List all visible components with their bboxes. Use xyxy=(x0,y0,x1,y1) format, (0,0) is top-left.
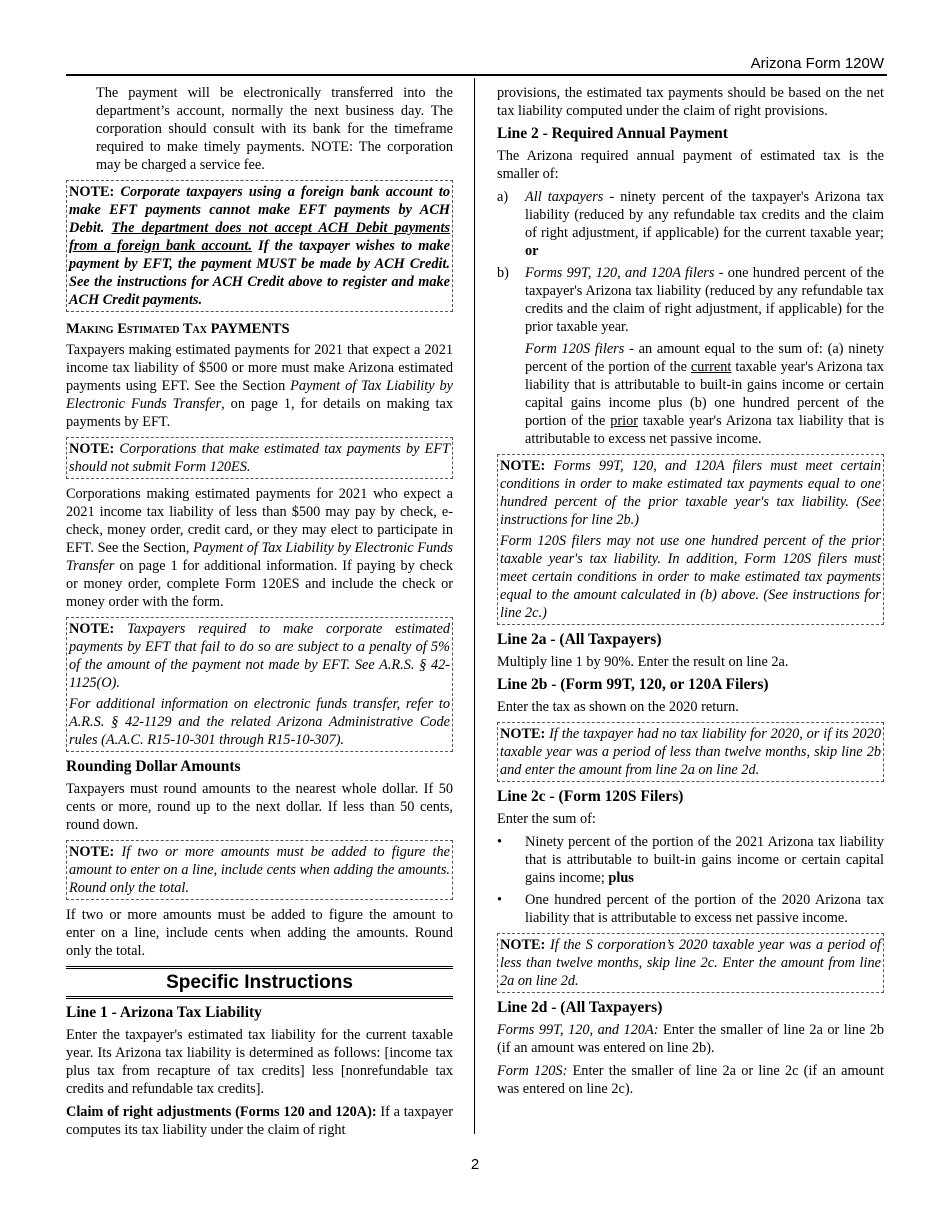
list-marker: a) xyxy=(497,189,509,205)
bullet-icon: • xyxy=(497,892,503,908)
line1-paragraph: Enter the taxpayer's estimated tax liability for the current taxable year. Its Arizona tax liability is determined as follows: [income tax plus tax from recapture of tax credits] less [nonrefundable tax credits and refundable tax credits]. xyxy=(66,1027,453,1097)
making-paragraph-2 xyxy=(66,485,453,611)
right-column xyxy=(497,84,884,1103)
note-line2b xyxy=(497,722,884,782)
line2d-forms-text: Enter the smaller of line 2a or line 2b (if an amount was entered on line 2b). xyxy=(497,1022,884,1056)
eft-transfer-paragraph: The payment will be electronically transferred into the department’s account, normally the next business day. The corporation should consult with its bank for the timeframe required to make timely payments. NOTE: The corporation may be charged a service fee. xyxy=(96,85,453,173)
note-rounding-text: If two or more amounts must be added to figure the amount to enter on a line, include cents when adding the amounts. Round only the total. xyxy=(69,844,450,896)
left-column xyxy=(66,84,453,1144)
page-number: 2 xyxy=(470,1156,480,1173)
note-label: NOTE: xyxy=(69,621,115,637)
note-foreign-part3: If the taxpayer wishes to make payment by EFT, the payment MUST be made by ACH Credit. See the instructions for ACH Credit above to register and make ACH Credit payments. xyxy=(69,238,451,308)
rounding-heading: Rounding Dollar Amounts xyxy=(66,758,241,775)
note-penalty xyxy=(66,617,453,752)
making-p1-text: Taxpayers making estimated payments for 2021 that expect a 2021 income tax liability of $500 or more must make Arizona estimated payments using EFT. See the Section xyxy=(66,342,453,394)
note-rounding xyxy=(66,840,453,900)
item-b-label: Forms 99T, 120, and 120A filers xyxy=(525,265,715,281)
item-a-text: - ninety percent of the taxpayer's Arizona tax liability (reduced by any refundable tax credits and the claim of right adjustment, if applicable) for the current taxable year; xyxy=(525,189,884,241)
bullet-item-2 xyxy=(497,891,884,927)
claim-continued-paragraph: provisions, the estimated tax payments should be based on the net tax liability computed under the claim of right provisions. xyxy=(497,85,884,119)
making-p1-end: , on page 1, for details on making tax payments by EFT. xyxy=(66,396,453,430)
item-b-120s xyxy=(497,340,884,448)
rounding-paragraph-2: If two or more amounts must be added to figure the amount to enter on a line, include cents when adding the amounts. Round only the total. xyxy=(66,907,453,959)
item-b2-text-1: - an amount equal to the sum of: (a) ninety percent of the portion of the xyxy=(525,341,885,375)
bullet-1-plus: plus xyxy=(608,870,634,886)
header-rule xyxy=(66,74,887,76)
note-forms-text: Forms 99T, 120, and 120A filers must meet certain conditions in order to make estimated tax payments equal to one hundred percent of the prior taxable year's tax liability. (See instructions for line 2b.) xyxy=(500,458,881,528)
note-foreign-bank xyxy=(66,180,453,312)
note-penalty-text: Taxpayers required to make corporate estimated payments by EFT that fail to do so are subject to a penalty of 5% of the amount of the payment not made by EFT. See A.R.S. § 42-1125(O). xyxy=(69,621,450,691)
note-eft-120es xyxy=(66,437,453,479)
note-label: NOTE: xyxy=(500,458,546,474)
bullet-item-1 xyxy=(497,833,884,887)
list-item-b xyxy=(497,264,884,336)
line2a-paragraph: Multiply line 1 by 90%. Enter the result on line 2a. xyxy=(497,654,789,670)
note-foreign-part2: The department does not accept ACH Debit payments from a foreign bank account. xyxy=(69,220,451,254)
item-b2-prior: prior xyxy=(610,413,638,429)
note-line2b-text: If the taxpayer had no tax liability for 2020, or if its 2020 taxable year was a period of less than twelve months, skip line 2b and enter the amount from line 2a on line 2d. xyxy=(500,726,882,778)
note-foreign-part1: Corporate taxpayers using a foreign bank account to make EFT payments cannot make EFT payments by ACH Debit. xyxy=(69,184,450,236)
note-eft-120es-text: Corporations that make estimated tax payments by EFT should not submit Form 120ES. xyxy=(69,441,451,475)
column-divider xyxy=(474,78,475,1134)
claim-of-right-paragraph xyxy=(66,1103,453,1139)
line2c-heading: Line 2c - (Form 120S Filers) xyxy=(497,788,684,805)
rounding-paragraph: Taxpayers must round amounts to the nearest whole dollar. If 50 cents or more, round up to the next dollar. If less than 50 cents, round down. xyxy=(66,781,453,833)
specific-instructions-heading: Specific Instructions xyxy=(66,966,453,999)
line2b-paragraph: Enter the tax as shown on the 2020 return. xyxy=(497,699,739,715)
making-p2-end: on page 1 for additional information. If paying by check or money order, complete Form 120ES and include the check or money order with the form. xyxy=(66,558,453,610)
line2-heading: Line 2 - Required Annual Payment xyxy=(497,125,728,142)
bullet-1-text: Ninety percent of the portion of the 2021 Arizona tax liability that is attributable to built-in gains income or certain capital gains income; xyxy=(525,834,884,886)
line2d-120s-text: Enter the smaller of line 2a or line 2c (if an amount was entered on line 2c). xyxy=(497,1063,884,1097)
line2d-heading: Line 2d - (All Taxpayers) xyxy=(497,999,663,1016)
making-paragraph-1 xyxy=(66,341,453,431)
making-p2-italic: Payment of Tax Liability by Electronic Funds Transfer xyxy=(66,540,453,574)
note-forms xyxy=(497,454,884,625)
making-p1-italic: Payment of Tax Liability by Electronic Funds Transfer xyxy=(66,378,453,412)
note-label: NOTE: xyxy=(69,844,115,860)
note-label: NOTE: xyxy=(500,937,546,953)
item-b2-label: Form 120S filers xyxy=(525,341,625,357)
form-title: Arizona Form 120W xyxy=(750,55,884,72)
line1-heading: Line 1 - Arizona Tax Liability xyxy=(66,1004,262,1021)
list-item-a xyxy=(497,188,884,260)
making-estimated-heading: Making Estimated Tax PAYMENTS xyxy=(66,321,290,337)
list-marker: b) xyxy=(497,265,509,281)
claim-of-right-text: If a taxpayer computes its tax liability under the claim of right xyxy=(66,1104,454,1138)
item-b2-text-3: taxable year's Arizona tax liability that is attributable to excess net passive income. xyxy=(525,413,885,447)
line2-paragraph: The Arizona required annual payment of estimated tax is the smaller of: xyxy=(497,148,884,182)
note-label: NOTE: xyxy=(500,726,546,742)
note-foreign-bank-text xyxy=(69,183,450,309)
note-label: NOTE: xyxy=(69,184,115,200)
item-b-text: - one hundred percent of the taxpayer's Arizona tax liability (reduced by any refundable tax credits and the claim of right adjustment, if applicable) for the prior taxable year. xyxy=(525,265,884,335)
line2d-120s-label: Form 120S: xyxy=(497,1063,568,1079)
item-a-label: All taxpayers xyxy=(525,189,604,205)
line2c-paragraph: Enter the sum of: xyxy=(497,811,596,827)
line2b-heading: Line 2b - (Form 99T, 120, or 120A Filers) xyxy=(497,676,769,693)
bullet-icon: • xyxy=(497,834,503,850)
note-line2c xyxy=(497,933,884,993)
item-b2-current: current xyxy=(690,359,732,375)
making-p2-text: Corporations making estimated payments for 2021 who expect a 2021 income tax liability of less than $500 may pay by check, e-check, money order, credit card, or they may elect to participate in EFT. See the Section, xyxy=(66,486,453,556)
line2d-forms-label: Forms 99T, 120, and 120A: xyxy=(497,1022,659,1038)
note-label: NOTE: xyxy=(69,441,115,457)
note-line2c-text: If the S corporation’s 2020 taxable year was a period of less than twelve months, skip line 2c. Enter the amount from line 2a on line 2d. xyxy=(500,937,881,989)
line2d-paragraph-2 xyxy=(497,1062,884,1098)
line2a-heading: Line 2a - (All Taxpayers) xyxy=(497,631,662,648)
note-penalty-text-2: For additional information on electronic funds transfer, refer to A.R.S. § 42-1129 and the related Arizona Administrative Code rules (A.A.C. R15-10-301 through R15-10-307). xyxy=(69,696,450,748)
bullet-2-text: One hundred percent of the portion of the 2020 Arizona tax liability that is attributable to excess net passive income. xyxy=(525,892,884,926)
line2d-paragraph-1 xyxy=(497,1021,884,1057)
item-a-or: or xyxy=(525,243,539,259)
item-b2-text-2: taxable year's Arizona tax liability that is attributable to built-in gains income or certain capital gains income plus (b) one hundred percent of the portion of the xyxy=(525,359,884,429)
note-forms-text-2: Form 120S filers may not use one hundred percent of the prior taxable year's tax liability. In addition, Form 120S filers must meet certain conditions in order to make estimated tax payments equal to the amount calculated in (b) above. (See instructions for line 2c.) xyxy=(500,533,881,621)
claim-of-right-label: Claim of right adjustments (Forms 120 and 120A): xyxy=(66,1104,377,1120)
